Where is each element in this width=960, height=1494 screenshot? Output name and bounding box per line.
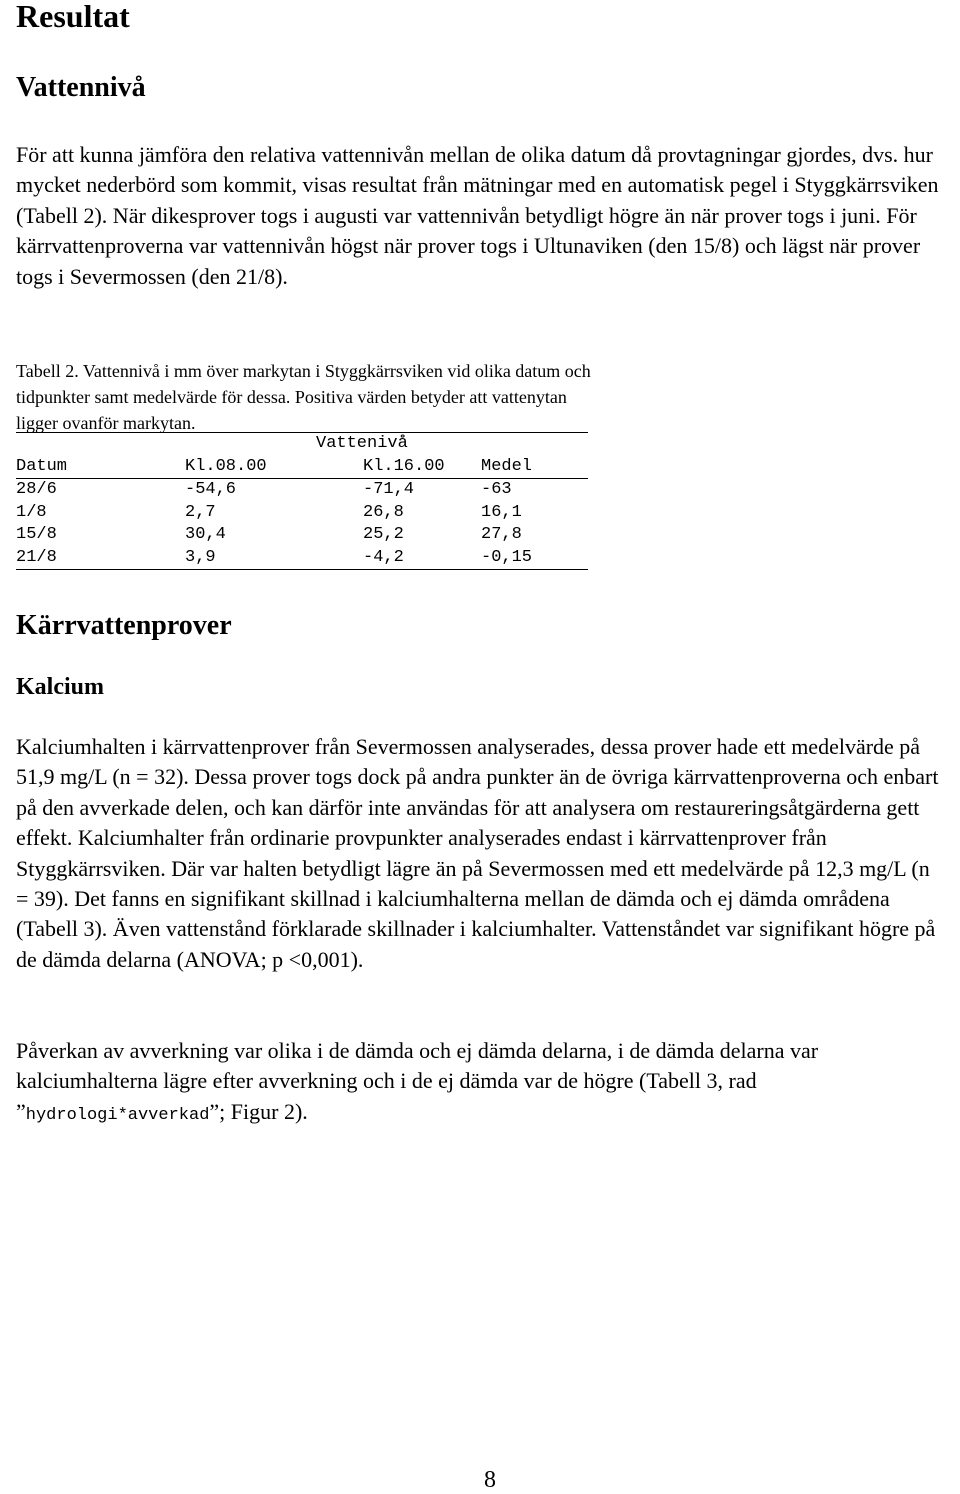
column-header-datum: Datum (16, 456, 68, 476)
table-cell: 30,4 (185, 525, 226, 544)
column-header-kl1600: Kl.16.00 (363, 456, 445, 476)
table-cell: 28/6 (16, 480, 57, 499)
table-bottom-rule (16, 569, 588, 570)
table-header-row (16, 456, 588, 479)
table-cell: 1/8 (16, 502, 47, 522)
table-cell: -71,4 (363, 480, 415, 499)
table-cell: 3,9 (185, 547, 216, 567)
page-number: 8 (484, 1467, 496, 1493)
table-group-header-row (16, 433, 588, 456)
table-row (16, 479, 588, 502)
paragraph-vattenniva: För att kunna jämföra den relativa vattennivån mellan de olika datum då provtagningar gjordes, dvs. hur mycket nederbörd som kommit, visas resultat från mätningar med en automatisk pegel i Styggkärrsviken (Tabell 2). När dikesprover togs i augusti var vattennivån betydligt högre än när prover togs i juni. För kärrvattenproverna var vattennivån högst när prover togs i Ultunaviken (den 15/8) och lägst när prover togs i Severmossen (den 21/8). (16, 142, 939, 289)
water-level-table (16, 432, 588, 570)
table-cell: -0,15 (481, 547, 533, 567)
table-row (16, 524, 588, 547)
table-caption: Tabell 2. Vattennivå i mm över markytan i Styggkärrsviken vid olika datum och tidpunkter samt medelvärde för dessa. Positiva värden betyder att vattenytan ligger ovanför markytan. (16, 361, 591, 433)
subheading-kalcium: Kalcium (16, 674, 104, 700)
table-cell: -4,2 (363, 547, 404, 567)
table-cell: -63 (481, 480, 512, 499)
table-row (16, 502, 588, 525)
table-cell: 25,2 (363, 525, 404, 544)
table-cell: 26,8 (363, 502, 404, 522)
section-heading-vattenniva: Vattennivå (16, 72, 146, 103)
paragraph-kalcium-2 (16, 1036, 946, 1131)
table-cell: 16,1 (481, 502, 522, 522)
column-header-medel: Medel (481, 456, 533, 476)
paragraph-kalcium-1: Kalciumhalten i kärrvattenprover från Severmossen analyserades, dessa prover hade ett medelvärde på 51,9 mg/L (n = 32). Dessa prover togs dock på andra punkter än de övriga kärrvattenproverna och enbart på den avverkade delen, och kan därför inte användas för att analysera om restaureringsåtgärderna gett effekt. Kalciumhalter från ordinarie provpunkter analyserades endast i kärrvattenprover från Styggkärrsviken. Där var halten betydligt lägre än på Severmossen med ett medelvärde på 12,3 mg/L (n = 39). Det fanns en signifikant skillnad i kalciumhalterna mellan de dämda och ej dämda områdena (Tabell 3). Även vattenstånd förklarade skillnader i kalciumhalter. Vattenståndet var signifikant högre på de dämda delarna (ANOVA; p <0,001). (16, 734, 939, 972)
page-title: Resultat (16, 0, 130, 34)
table-cell: -54,6 (185, 480, 237, 499)
column-header-kl0800: Kl.08.00 (185, 456, 267, 476)
table-row (16, 547, 588, 570)
paragraph-kalcium-2-text: Påverkan av avverkning var olika i de dämda och ej dämda delarna, i de dämda delarna var kalciumhalterna lägre efter avverkning och i de ej dämda var de högre (Tabell 3, rad ” (16, 1038, 819, 1124)
section-heading-karrvattenprover: Kärrvattenprover (16, 610, 232, 641)
table-cell: 15/8 (16, 525, 57, 544)
table-cell: 2,7 (185, 502, 216, 522)
paragraph-kalcium-2-end: ”; Figur 2). (209, 1098, 308, 1124)
group-header-vatteniva: Vattenivå (316, 434, 408, 453)
inline-code-term: hydrologi*avverkad (25, 1105, 210, 1125)
table-cell: 21/8 (16, 547, 57, 567)
table-cell: 27,8 (481, 525, 522, 544)
